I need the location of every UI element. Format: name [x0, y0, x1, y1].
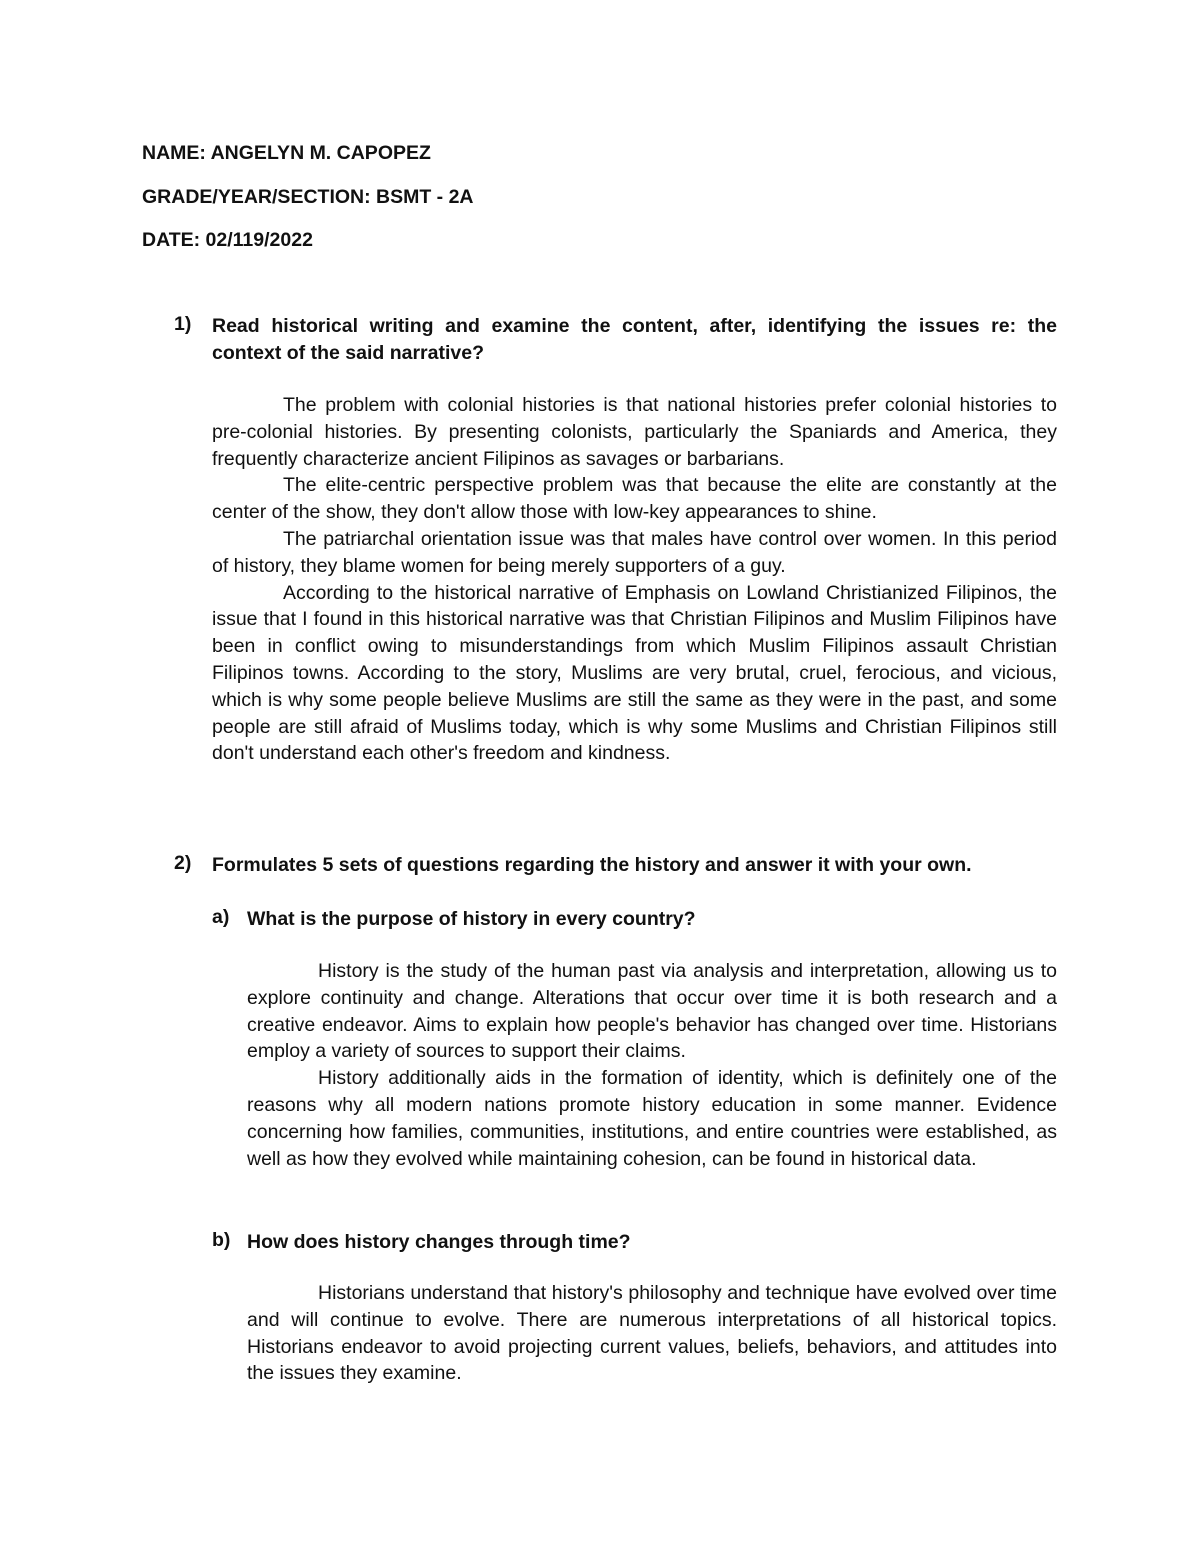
- student-name: NAME: ANGELYN M. CAPOPEZ: [142, 142, 431, 164]
- date: DATE: 02/119/2022: [142, 229, 313, 251]
- answer-paragraph: The elite-centric perspective problem was that because the elite are constantly at the center of the show, they don't allow those with low-key appearances to shine.: [212, 474, 1057, 524]
- grade-year-section: GRADE/YEAR/SECTION: BSMT - 2A: [142, 186, 474, 208]
- answer-paragraph: The problem with colonial histories is that national histories prefer colonial histories to pre-colonial histories. By presenting colonists, particularly the Spaniards and America, they frequently characterize ancient Filipinos as savages or barbarians.: [212, 394, 1057, 470]
- answer-paragraph: According to the historical narrative of Emphasis on Lowland Christianized Filipinos, the issue that I found in this historical narrative was that Christian Filipinos and Muslim Filipinos have been in conflict owing to misunderstandings from which Muslim Filipinos assault Christian Filipinos towns. According to the story, Muslims are very brutal, cruel, ferocious, and vicious, which is why some people believe Muslims are still the same as they were in the past, and some people are still afraid of Muslims today, which is why some Muslims and Christian Filipinos still don't understand each other's freedom and kindness.: [212, 581, 1057, 765]
- answer-paragraph: History additionally aids in the formation of identity, which is definitely one of the reasons why all modern nations promote history education in some manner. Evidence concerning how families, communities, institutions, and entire countries were established, as well as how they evolved while maintaining cohesion, can be found in historical data.: [247, 1067, 1057, 1170]
- sub-question-a-text: What is the purpose of history in every country?: [247, 908, 696, 930]
- question-1-number: 1): [174, 313, 192, 335]
- answer-paragraph: The patriarchal orientation issue was that males have control over women. In this period of history, they blame women for being merely supporters of a guy.: [212, 527, 1057, 577]
- question-1-answer: [212, 392, 1057, 767]
- sub-question-b-letter: b): [212, 1229, 231, 1251]
- sub-question-a-letter: a): [212, 906, 230, 928]
- question-2-text: Formulates 5 sets of questions regarding the history and answer it with your own.: [212, 854, 972, 876]
- sub-question-b-answer: [247, 1280, 1057, 1387]
- question-2-number: 2): [174, 852, 192, 874]
- question-1-text: Read historical writing and examine the content, after, identifying the issues re: the context of the said narrative?: [212, 315, 1057, 364]
- sub-question-a-answer: [247, 958, 1057, 1172]
- answer-paragraph: Historians understand that history's philosophy and technique have evolved over time and will continue to evolve. There are numerous interpretations of all historical topics. Historians endeavor to avoid projecting current values, beliefs, behaviors, and attitudes into the issues they examine.: [247, 1282, 1057, 1385]
- answer-paragraph: History is the study of the human past via analysis and interpretation, allowing us to explore continuity and change. Alterations that occur over time it is both research and a creative endeavor. Aims to explain how people's behavior has changed over time. Historians employ a variety of sources to support their claims.: [247, 960, 1057, 1063]
- sub-question-b-text: How does history changes through time?: [247, 1231, 631, 1253]
